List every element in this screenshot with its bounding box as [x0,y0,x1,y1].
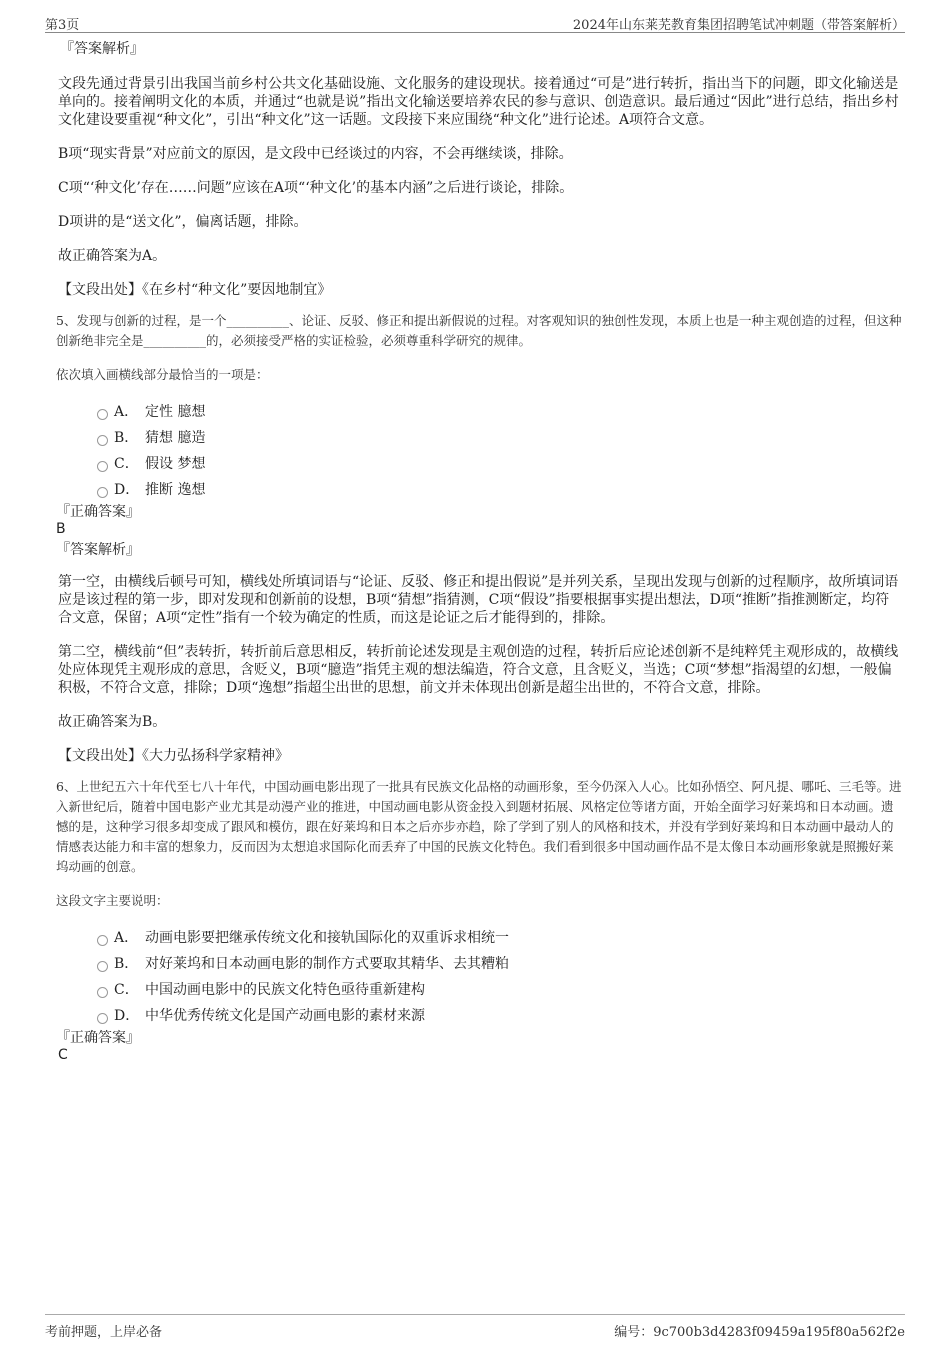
radio-button[interactable] [97,487,108,498]
radio-button[interactable] [97,435,108,446]
question-instruction: 这段文字主要说明： [56,893,169,908]
source-citation: 【文段出处】《大力弘扬科学家精神》 [58,748,289,764]
option-c[interactable]: C． 中国动画电影中的民族文化特色亟待重新建构 [56,977,902,1003]
document-title: 2024年山东莱芜教育集团招聘笔试冲刺题（带答案解析） [572,18,905,33]
radio-button[interactable] [97,961,108,972]
option-c[interactable]: C． 假设 梦想 [56,451,902,477]
option-list [56,399,902,503]
correct-answer: C [58,1047,68,1063]
question-stem: 6、上世纪五六十年代至七八十年代，中国动画电影出现了一批具有民族文化品格的动画形象，至今仍深入人心。比如孙悟空、阿凡提、哪吒、三毛等。进入新世纪后，随着中国电影产业尤其是动漫产业的推进，中国动画电影从资金投入到题材拓展、风格定位等诸方面，开始全面学习好莱坞和日本动画。遗憾的是，这种学习很多却变成了跟风和模仿，跟在好莱坞和日本之后亦步亦趋，除了学到了别人的风格和技术，并没有学到好莱坞和日本动画中最动人的情感表达能力和丰富的想象力，反而因为太想追求国际化而丢弃了中国的民族文化特色。我们看到很多中国动画作品不是太像日本动画形象就是照搬好莱坞动画的创意。 [56,779,902,874]
correct-answer-heading: 『正确答案』 [56,504,140,520]
option-d[interactable]: D． 推断 逸想 [56,477,902,503]
radio-button[interactable] [97,935,108,946]
footer-slogan: 考前押题，上岸必备 [45,1325,163,1340]
option-list [56,925,902,1029]
radio-button[interactable] [97,461,108,472]
page-header [45,10,905,33]
correct-answer: B [56,521,66,537]
question-stem: 5、发现与创新的过程，是一个__________、论证、反驳、修正和提出新假说的过程。对客观知识的独创性发现，本质上也是一种主观创造的过程，但这种创新绝非完全是__________的，必须接受严格的实证检验，必须尊重科学研究的规律。 [56,313,902,348]
page-content [56,40,902,1063]
source-citation: 【文段出处】《在乡村“种文化”要因地制宜》 [58,282,332,298]
analysis-paragraph: 第二空，横线前“但”表转折，转折前后意思相反，转折前论述发现是主观创造的过程，转折后应论述创新不是纯粹凭主观形成的，故横线处应体现凭主观形成的意思，含贬义，B项“臆造”指凭主观的想法编造，符合文意，且含贬义，当选；C项“梦想”指渴望的幻想，一般偏积极，不符合文意，排除；D项“逸想”指超尘出世的思想，前文并未体现出创新是超尘出世的，不符合文意，排除。 [58,644,899,696]
option-b[interactable]: B． 猜想 臆造 [56,425,902,451]
analysis-paragraph: B项“现实背景”对应前文的原因，是文段中已经谈过的内容，不会再继续谈，排除。 [58,146,573,162]
analysis-paragraph: C项“‘种文化’存在……问题”应该在A项“‘种文化’的基本内涵”之后进行谈论，排除。 [58,180,574,196]
analysis-paragraph: D项讲的是“送文化”，偏离话题，排除。 [58,214,308,230]
option-a[interactable]: A． 动画电影要把继承传统文化和接轨国际化的双重诉求相统一 [56,925,902,951]
analysis-paragraph: 第一空，由横线后顿号可知，横线处所填词语与“论证、反驳、修正和提出假说”是并列关系，呈现出发现与创新的过程顺序，故所填词语应是该过程的第一步，即对发现和创新前的设想，B项“猜想”指猜测，C项“假设”指要根据事实提出想法，D项“推断”指推测断定，均符合文意，保留；A项“定性”指有一个较为确定的性质，而这是论证之后才能得到的，排除。 [58,574,899,626]
radio-button[interactable] [97,409,108,420]
correct-answer-heading: 『正确答案』 [56,1030,140,1046]
question-instruction: 依次填入画横线部分最恰当的一项是： [56,367,269,382]
document-id: 编号：9c700b3d4283f09459a195f80a562f2e [614,1325,905,1340]
page-footer [45,1314,905,1341]
option-d[interactable]: D． 中华优秀传统文化是国产动画电影的素材来源 [56,1003,902,1029]
answer-conclusion: 故正确答案为B。 [58,714,167,730]
radio-button[interactable] [97,987,108,998]
page-number: 第3页 [45,18,80,33]
option-b[interactable]: B． 对好莱坞和日本动画电影的制作方式要取其精华、去其糟粕 [56,951,902,977]
analysis-heading: 『答案解析』 [56,542,140,558]
analysis-paragraph: 文段先通过背景引出我国当前乡村公共文化基础设施、文化服务的建设现状。接着通过“可是”进行转折，指出当下的问题，即文化输送是单向的。接着阐明文化的本质，并通过“也就是说”指出文化输送要培养农民的参与意识、创造意识。最后通过“因此”进行总结，指出乡村文化建设要重视“种文化”，引出“种文化”这一话题。文段接下来应围绕“种文化”进行论述。A项符合文意。 [58,76,899,128]
option-a[interactable]: A． 定性 臆想 [56,399,902,425]
fill-blank: __________ [143,333,207,348]
answer-conclusion: 故正确答案为A。 [58,248,167,264]
analysis-heading: 『答案解析』 [60,41,144,57]
fill-blank: __________ [226,313,289,328]
radio-button[interactable] [97,1013,108,1024]
